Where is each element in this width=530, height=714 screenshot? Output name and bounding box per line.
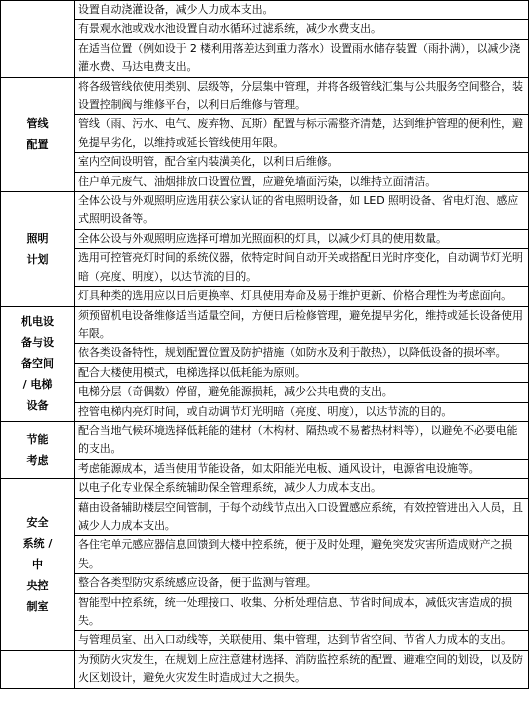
item-cell [75,650,529,688]
table-row [1,306,529,344]
item-cell [75,287,529,306]
item-text: 选用可控管亮灯时间的系统仪器，依特定时间自动开关或搭配日光时序变化，自动调节灯光明暗（亮度、明度），以达节流的目的。 [78,251,523,283]
table-row [1,287,529,306]
item-text: 有景观水池或戏水池设置自动水循环过滤系统，减少水费支出。 [78,22,382,36]
category-label: 照明 计划 [26,231,49,266]
item-text: 室内空间设明管，配合室内装潢美化，以利日后维修。 [78,155,339,169]
category-cell [1,192,75,306]
item-cell [75,383,529,402]
item-cell [75,229,529,248]
table-row [1,172,529,191]
item-cell [75,498,529,536]
item-text: 在适当位置（例如设于 2 楼利用落差达到重力落水）设置雨水储存装置（雨扑满），以减少浇灌水费、马达电费支出。 [78,41,521,74]
table-row [1,77,529,115]
item-cell [75,574,529,593]
category-label: 管线 配置 [26,117,49,152]
table-body [1,1,529,689]
item-text: 藉由设备辅助楼层空间管制，于每个动线节点出入口设置感应系统，有效控管进出入人员，且减少人力成本支出。 [78,500,523,532]
item-text: 设置自动浇灌设备，减少人力成本支出。 [78,3,274,16]
category-cell [1,306,75,421]
category-label: 节能 考虑 [26,433,49,468]
table-row [1,574,529,593]
table-row [1,153,529,172]
item-cell [75,363,529,382]
item-cell [75,153,529,172]
item-text: 控管电梯内亮灯时间，或自动调节灯光明暗（亮度、明度），以达节流的目的。 [78,404,453,418]
item-cell [75,479,529,498]
table-row [1,344,529,363]
item-text: 管线（雨、污水、电气、废弃物、瓦斯）配置与标示需整齐清楚，达到维护管理的便利性，避免提早劣化，以维持或延长管线使用年限。 [78,117,523,149]
table-row [1,650,529,688]
item-text: 智能型中控系统，统一处理接口、收集、分析处理信息、节省时间成本，减低灾害造成的损失。 [78,595,512,627]
item-text: 将各级管线依使用类别、层级等，分层集中管理，并将各级管线汇集与公共服务空间整合，装设置控制阀与维修平台，以利日后维修与管理。 [78,79,523,112]
table-row [1,593,529,631]
category-label: 机电设 备与设 备空间 / 电梯 设备 [21,315,54,413]
item-cell [75,172,529,191]
item-cell [75,593,529,631]
item-text: 依各类设备特性，规划配置位置及防护措施（如防水及利于散热），以降低设备的损坏率。 [78,346,507,360]
item-cell [75,115,529,153]
table-row [1,39,529,77]
table-row [1,249,529,287]
table-row [1,421,529,459]
item-text: 考虑能源成本，适当使用节能设备，如太阳能光电板、通风设计，电源省电设施等。 [78,461,480,475]
item-cell [75,249,529,287]
table-row [1,229,529,248]
item-text: 配合当地气候环境选择低耗能的建材（木构材、隔热或不易蓄热材料等），以避免不必要电能的支出。 [78,423,518,456]
item-text: 电梯分层（奇偶数）停留，避免能源损耗，减少公共电费的支出。 [78,385,393,399]
table-row [1,363,529,382]
item-cell [75,20,529,39]
item-text: 与管理员室、出入口动线等，关联使用、集中管理，达到节省空间、节省人力成本的支出。 [78,633,512,647]
table-row [1,402,529,421]
table-row [1,192,529,230]
category-cell [1,650,75,688]
item-text: 配合大楼使用模式，电梯选择以低耗能为原则。 [78,365,306,379]
table-row [1,631,529,650]
category-cell [1,77,75,191]
table-row [1,479,529,498]
item-text: 全体公设与外观照明应选择可增加光照面积的灯具，以减少灯具的使用数量。 [78,231,447,245]
item-cell [75,459,529,478]
item-cell [75,1,529,20]
item-text: 为预防火灾发生，在规划上应注意建材选择、消防监控系统的配置、避难空间的划设，以及防火区划设计，避免火灾发生时造成过大之损失。 [78,652,523,685]
item-cell [75,402,529,421]
item-cell [75,39,529,77]
item-text: 以电子化专业保全系统辅助保全管理系统，减少人力成本支出。 [78,481,382,495]
item-cell [75,536,529,574]
table-row [1,115,529,153]
category-label: 安全 系统 / 中 央控 制室 [22,515,53,613]
item-cell [75,77,529,115]
item-cell [75,344,529,363]
category-cell [1,1,75,78]
item-text: 全体公设与外观照明应选用获公家认证的省电照明设备，如 LED 照明设备、省电灯泡、感应式照明设备等。 [78,194,519,226]
item-cell [75,192,529,230]
table-row [1,459,529,478]
item-cell [75,631,529,650]
table-row [1,383,529,402]
category-cell [1,479,75,651]
item-text: 整合各类型防灾系统感应设备，便于监测与管理。 [78,576,317,590]
item-text: 须预留机电设备维修适当适量空间，方便日后检修管理，避免提早劣化，维持或延长设备使用年限。 [78,308,523,340]
category-cell [1,421,75,478]
item-text: 灯具种类的选用应以日后更换率、灯具使用寿命及易于维护更新、价格合理性为考虑面向。 [78,289,512,303]
table-row [1,498,529,536]
table-row [1,1,529,20]
table-row [1,20,529,39]
item-text: 住户单元废气、油烟排放口设置位置，应避免墙面污染，以维持立面清洁。 [78,174,437,188]
item-text: 各住宅单元感应器信息回馈到大楼中控系统，便于及时处理，避免突发灾害所造成财产之损失。 [78,538,512,570]
table-row [1,536,529,574]
item-cell [75,306,529,344]
item-cell [75,421,529,459]
